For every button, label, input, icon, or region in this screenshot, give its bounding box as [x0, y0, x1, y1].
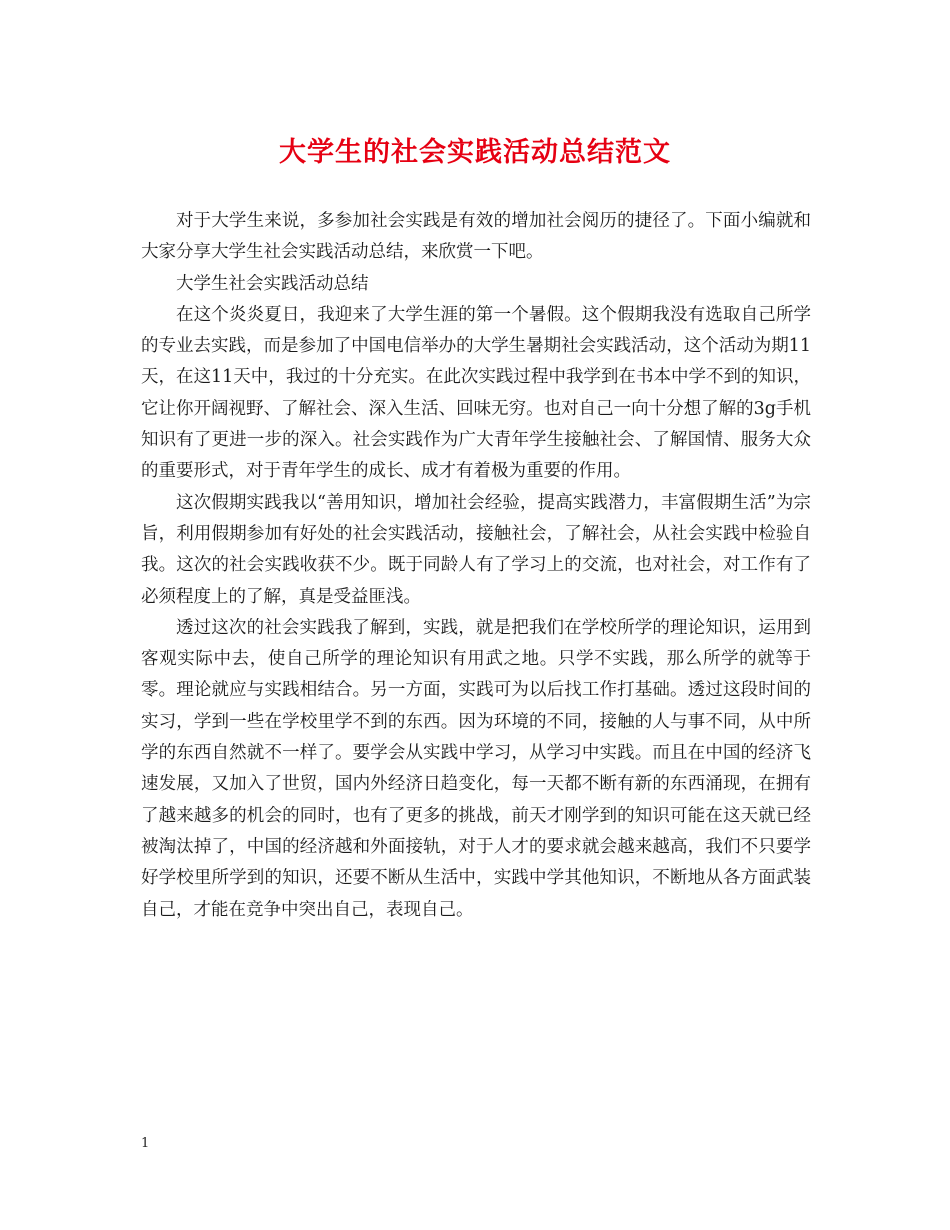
- paragraph-reflection: 透过这次的社会实践我了解到，实践，就是把我们在学校所学的理论知识，运用到客观实际中去，使自己所学的理论知识有用武之地。只学不实践，那么所学的就等于零。理论就应与实践相结合。另一方面，实践可为以后找工作打基础。透过这段时间的实习，学到一些在学校里学不到的东西。因为环境的不同，接触的人与事不同，从中所学的东西自然就不一样了。要学会从实践中学习，从学习中实践。而且在中国的经济飞速发展，又加入了世贸，国内外经济日趋变化，每一天都不断有新的东西涌现，在拥有了越来越多的机会的同时，也有了更多的挑战，前天才刚学到的知识可能在这天就已经被淘汰掉了，中国的经济越和外面接轨，对于人才的要求就会越来越高，我们不只要学好学校里所学到的知识，还要不断从生活中，实践中学其他知识，不断地从各方面武装自己，才能在竞争中突出自己，表现自己。: [141, 617, 811, 920]
- section-heading: 大学生社会实践活动总结: [176, 273, 369, 294]
- paragraph-intro: 对于大学生来说，多参加社会实践是有效的增加社会阅历的捷径了。下面小编就和大家分享大学生社会实践活动总结，来欣赏一下吧。: [141, 211, 811, 263]
- page-number: 1: [141, 1136, 150, 1151]
- document-title: 大学生的社会实践活动总结范文: [279, 137, 671, 168]
- paragraph-purpose: 这次假期实践我以“善用知识，增加社会经验，提高实践潜力，丰富假期生活”为宗旨，利用假期参加有好处的社会实践活动，接触社会，了解社会，从社会实践中检验自我。这次的社会实践收获不少。既于同龄人有了学习上的交流，也对社会，对工作有了必须程度上的了解，真是受益匪浅。: [141, 492, 811, 607]
- paragraph-summer-practice: 在这个炎炎夏日，我迎来了大学生涯的第一个暑假。这个假期我没有选取自己所学的专业去实践，而是参加了中国电信举办的大学生暑期社会实践活动，这个活动为期11天，在这11天中，我过的十分充实。在此次实践过程中我学到在书本中学不到的知识，它让你开阔视野、了解社会、深入生活、回味无穷。也对自己一向十分想了解的3g手机知识有了更进一步的深入。社会实践作为广大青年学生接触社会、了解国情、服务大众的重要形式，对于青年学生的成长、成才有着极为重要的作用。: [141, 304, 811, 482]
- document-body: [141, 206, 811, 926]
